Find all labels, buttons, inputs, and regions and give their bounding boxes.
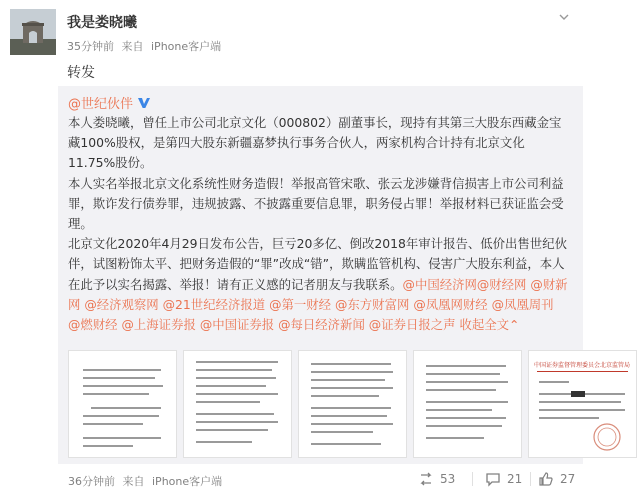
mention-link[interactable]: @第一财经 <box>269 296 332 312</box>
post-source-prefix: 来自 <box>121 40 144 53</box>
document-page-graphic <box>299 351 406 457</box>
repost-comment: 转发 <box>67 65 95 81</box>
collapse-full-text-link[interactable] <box>459 317 519 332</box>
mention-link[interactable]: @每日经济新闻 <box>278 317 365 333</box>
like-icon <box>538 471 554 487</box>
mention-link[interactable]: @财新网 <box>68 276 568 312</box>
mention-link[interactable]: @经济观察网 <box>84 296 159 312</box>
mention-link[interactable]: @凤凰周刊 <box>491 296 554 312</box>
body-paragraph-text: 北京文化2020年4月29日发布公告，巨亏20多亿、倒改2018年审计报告、低价出售世纪伙伴，试图粉饰太平、把财务造假的“罪”改成“错”，欺瞒监管机构、侵害广大股东利益，本人在此予以实名揭露、举报！请有正义感的记者朋友与我联系。 <box>68 236 567 292</box>
stat-divider <box>472 472 473 486</box>
repost-button[interactable] <box>418 471 455 487</box>
mention-link[interactable]: @中国经济网 <box>402 276 477 292</box>
mention-link[interactable]: @财经网 <box>476 276 527 292</box>
mention-link[interactable]: @21世纪经济报道 <box>162 296 266 312</box>
body-paragraph: 本人娄晓曦，曾任上市公司北京文化（000802）副董事长，现持有其第三大股东西藏金宝藏100%股权，是第四大股东新疆嘉梦执行事务合伙人，两家机构合计持有北京文化11.75%股份。 <box>68 115 562 171</box>
repost-count: 53 <box>440 472 456 486</box>
mention-link[interactable]: @证券日报之声 <box>368 317 456 333</box>
footer-meta <box>68 473 222 489</box>
footer-source[interactable]: iPhone客户端 <box>152 475 223 488</box>
original-author-link[interactable]: @世纪伙伴 <box>68 97 134 112</box>
like-count: 27 <box>560 472 576 486</box>
repost-icon <box>418 471 434 487</box>
quoted-post-card[interactable] <box>58 86 631 464</box>
document-page-graphic <box>414 351 521 457</box>
body-paragraph: 本人实名举报北京文化系统性财务造假！举报高管宋歌、张云龙涉嫌背信损害上市公司利益罪，欺诈发行债券罪，违规披露、不披露重要信息罪，职务侵占罪！举报材料已获证监会受理。 <box>68 175 564 232</box>
mention-link[interactable]: @燃财经 <box>68 317 118 333</box>
mention-link[interactable]: @东方财富网 <box>335 296 410 312</box>
thumbnail-title: 中国证券监督管理委员会北京监管局 <box>533 362 631 369</box>
image-thumbnail-5[interactable] <box>528 350 637 458</box>
comment-count: 21 <box>507 472 523 486</box>
body-paragraph <box>68 234 568 335</box>
mention-link[interactable]: @上海证券报 <box>121 317 196 333</box>
collapse-label: 收起全文 <box>459 317 510 333</box>
collapse-up-arrow: ⌃ <box>509 317 520 333</box>
post-time[interactable]: 35分钟前 <box>67 40 114 53</box>
footer-time[interactable]: 36分钟前 <box>68 475 115 488</box>
chevron-down-icon[interactable] <box>557 10 571 24</box>
mention-link[interactable]: @凤凰网财经 <box>413 296 488 312</box>
post-author-name[interactable]: 我是娄晓曦 <box>67 15 137 31</box>
verified-badge-icon <box>137 96 151 110</box>
comment-button[interactable] <box>485 471 522 487</box>
image-thumbnail-2[interactable] <box>183 350 292 458</box>
image-thumbnails <box>68 350 637 458</box>
image-thumbnail-3[interactable] <box>298 350 407 458</box>
comment-icon <box>485 471 501 487</box>
post-source[interactable]: iPhone客户端 <box>151 40 222 53</box>
post-meta <box>67 38 221 54</box>
document-page-graphic <box>184 351 291 457</box>
footer-source-prefix: 来自 <box>122 475 145 488</box>
stat-divider <box>530 472 531 486</box>
document-page-graphic <box>529 351 636 457</box>
document-page-graphic <box>69 351 176 457</box>
avatar[interactable] <box>10 9 56 55</box>
image-thumbnail-4[interactable] <box>413 350 522 458</box>
like-button[interactable] <box>538 471 575 487</box>
original-author-row <box>68 93 151 112</box>
post-footer <box>0 464 583 498</box>
original-post-body <box>68 113 568 335</box>
mention-link[interactable]: @中国证券报 <box>199 317 275 333</box>
image-thumbnail-1[interactable] <box>68 350 177 458</box>
